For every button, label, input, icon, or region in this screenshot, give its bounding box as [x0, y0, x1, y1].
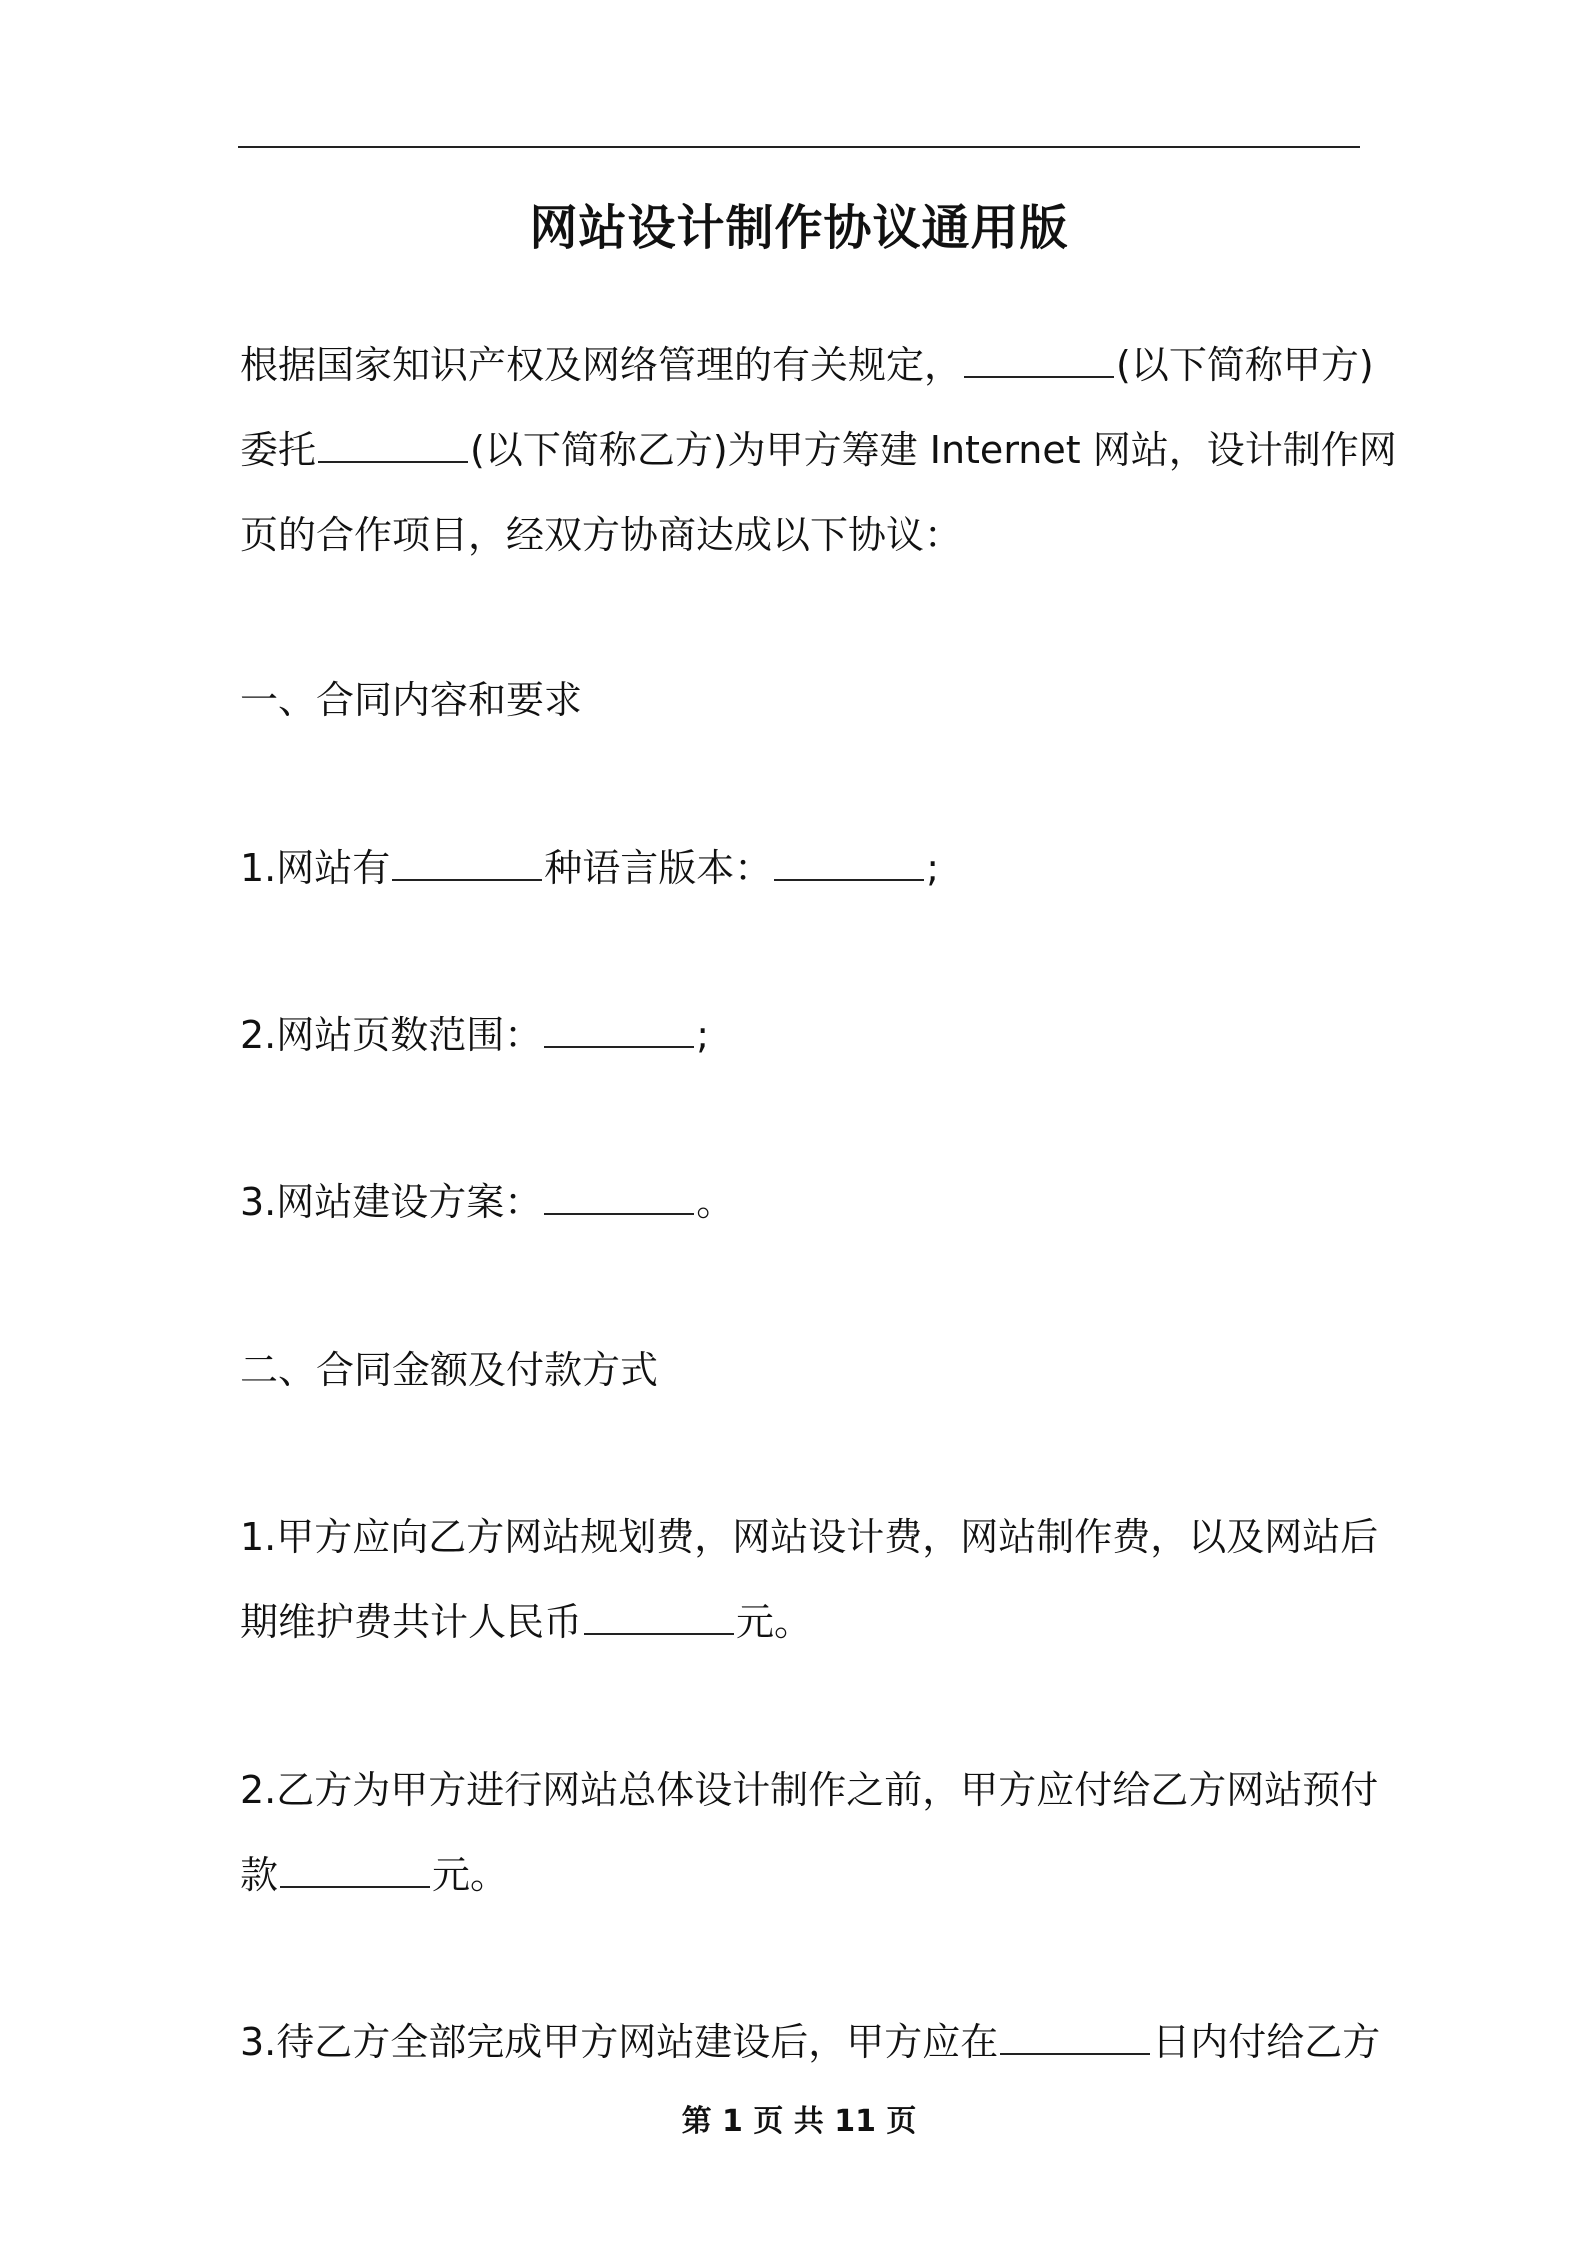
item-text: 日内付给乙方: [1152, 2020, 1381, 2064]
item-text: 款: [240, 1853, 279, 1897]
blank-payment-days[interactable]: [1000, 2019, 1150, 2055]
intro-line-2: [240, 408, 1397, 493]
intro-line-1: [240, 323, 1374, 408]
section-2-item-1: [240, 1495, 1379, 1665]
item-text: 1.甲方应向乙方网站规划费，网站设计费，网站制作费，以及网站后: [240, 1515, 1379, 1559]
item-text: 3.待乙方全部完成甲方网站建设后，甲方应在: [240, 2020, 999, 2064]
blank-page-range[interactable]: [544, 1012, 694, 1048]
page-number-footer: 第 1 页 共 11 页: [681, 2104, 917, 2139]
item-text: 期维护费共计人民币: [240, 1600, 583, 1644]
section-1-heading: [240, 658, 1360, 743]
blank-language-count[interactable]: [392, 845, 542, 881]
intro-text: 根据国家知识产权及网络管理的有关规定，: [240, 343, 963, 387]
item-text: 2.乙方为甲方进行网站总体设计制作之前，甲方应付给乙方网站预付: [240, 1768, 1379, 1812]
item-line: [240, 2000, 1381, 2085]
item-line: [240, 1833, 1360, 1918]
item-text: 种语言版本：: [544, 846, 773, 890]
item-text: 。: [696, 1180, 735, 1224]
item-text: 元。: [736, 1600, 813, 1644]
section-1-item-1: [240, 826, 1360, 911]
blank-total-amount[interactable]: [584, 1599, 734, 1635]
item-text: 3.网站建设方案：: [240, 1180, 543, 1224]
section-1-item-3: [240, 1160, 1360, 1245]
blank-party-b[interactable]: [318, 427, 468, 463]
item-text: 1.网站有: [240, 846, 391, 890]
item-text: 2.网站页数范围：: [240, 1013, 543, 1057]
section-1-item-2: [240, 993, 1360, 1078]
blank-build-plan[interactable]: [544, 1179, 694, 1215]
item-line: [240, 1160, 1360, 1245]
section-2-item-3: [240, 2000, 1381, 2085]
intro-text: 页的合作项目，经双方协商达成以下协议：: [240, 513, 963, 557]
blank-language-versions[interactable]: [774, 845, 924, 881]
item-text: 元。: [432, 1853, 509, 1897]
header-rule: [238, 146, 1360, 148]
intro-text: (以下简称甲方): [1116, 343, 1374, 387]
item-text: ;: [926, 846, 940, 890]
blank-prepayment[interactable]: [280, 1852, 430, 1888]
item-line: [240, 826, 1360, 911]
intro-line-3: [240, 493, 1360, 578]
item-line: [240, 1580, 1360, 1665]
intro-text: (以下简称乙方)为甲方筹建 Internet 网站，设计制作网: [470, 428, 1397, 472]
document-title: 网站设计制作协议通用版: [529, 200, 1069, 256]
intro-text: 委托: [240, 428, 317, 472]
item-line: [240, 993, 1360, 1078]
section-2-heading: [240, 1328, 1360, 1413]
section-2-item-2: [240, 1748, 1379, 1918]
section-heading: 二、合同金额及付款方式: [240, 1348, 659, 1392]
blank-party-a[interactable]: [964, 342, 1114, 378]
intro-paragraph: [240, 323, 1397, 578]
section-heading: 一、合同内容和要求: [240, 678, 583, 722]
item-text: ;: [696, 1013, 710, 1057]
